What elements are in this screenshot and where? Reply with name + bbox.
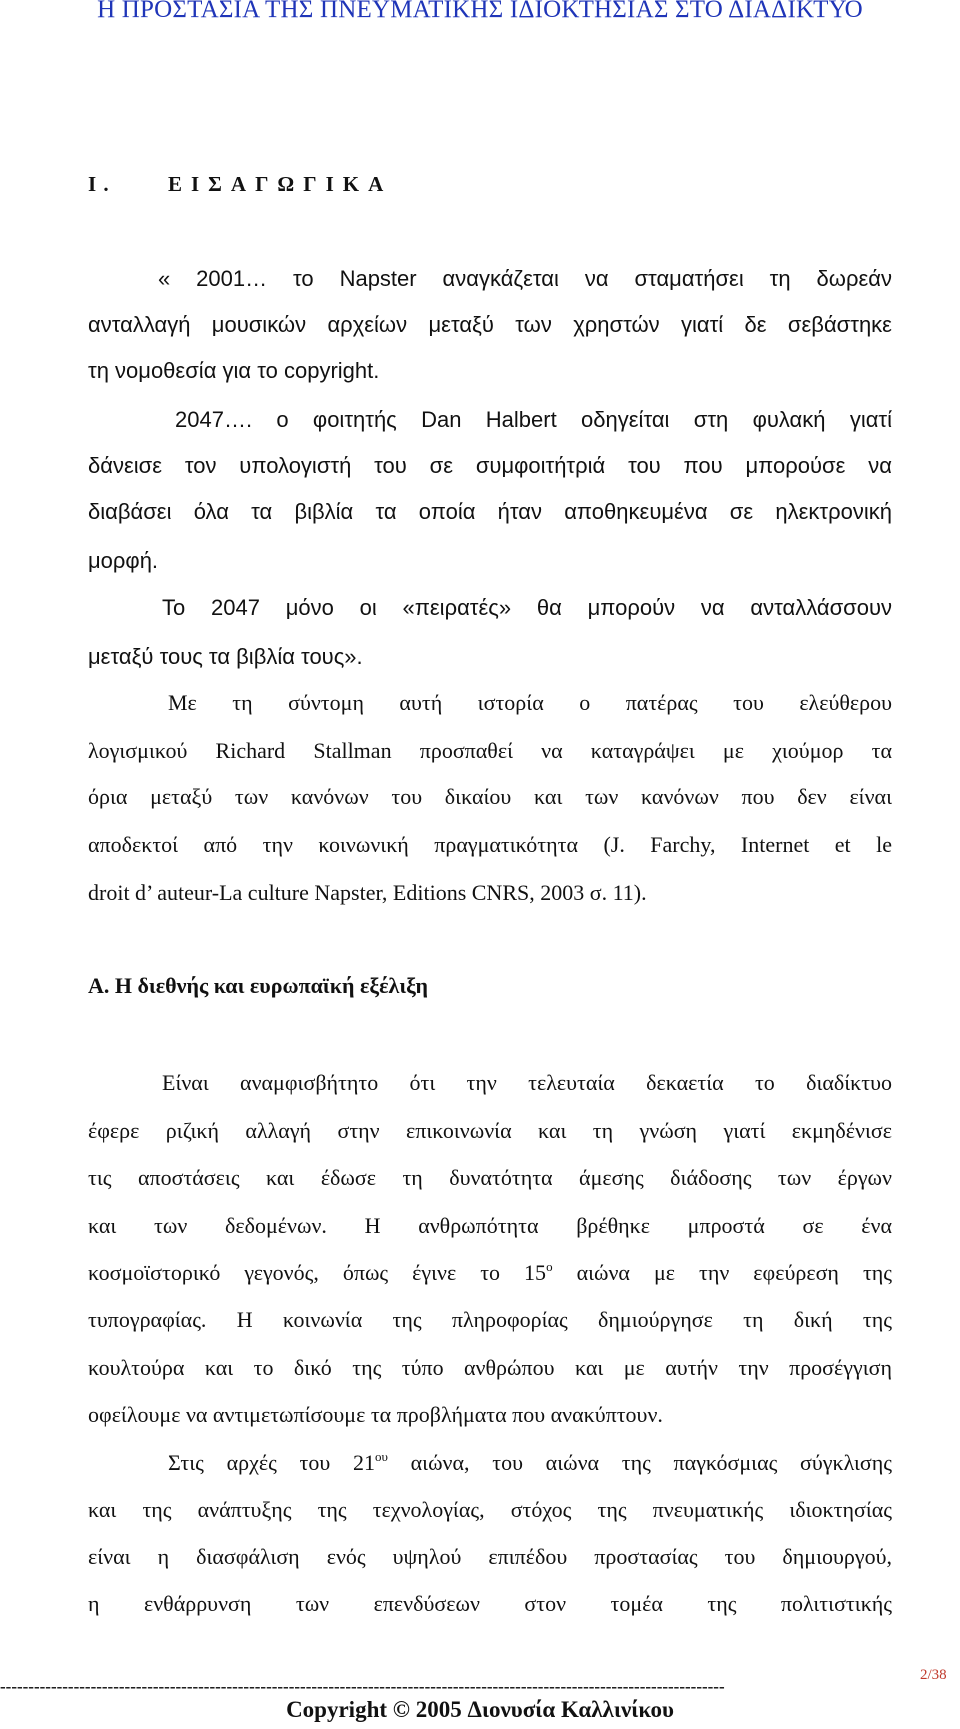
section-heading [88, 172, 392, 197]
paragraph-line: λογισμικού Richard Stallman προσπαθεί να καταγράψει με χιούμορ τα [88, 738, 892, 763]
text-run: αιώνα, του αιώνα της παγκόσμιας σύγκλισης [387, 1450, 892, 1475]
quote-line: « 2001… το Napster αναγκάζεται να σταματήσει τη δωρεάν [158, 266, 892, 291]
paragraph-line: η ενθάρρυνση των επενδύσεων στον τομέα της πολιτιστικής [88, 1591, 892, 1616]
superscript: ου [374, 1449, 388, 1464]
running-header: Η ΠΡΟΣΤΑΣΙΑ ΤΗΣ ΠΝΕΥΜΑΤΙΚΗΣ ΙΔΙΟΚΤΗΣΙΑΣ ΣΤΟ ΔΙΑΔΙΚΤΥΟ [97, 0, 863, 23]
section-title: ΕΙΣΑΓΩΓΙΚΑ [168, 172, 393, 196]
quote-line: μεταξύ τους τα βιβλία τους». [88, 644, 363, 669]
page-number: 2/38 [920, 1667, 947, 1683]
quote-line: τη νομοθεσία για το copyright. [88, 358, 380, 383]
paragraph-line [168, 1449, 892, 1477]
footer-rule: -------------------------------------------------------------------------------------------------------------------------------- [0, 1677, 725, 1696]
paragraph-line: όρια μεταξύ των κανόνων του δικαίου και των κανόνων που δεν είναι [88, 784, 892, 809]
paragraph-line [88, 1259, 892, 1287]
paragraph-line: και των δεδομένων. Η ανθρωπότητα βρέθηκε μπροστά σε ένα [88, 1213, 892, 1238]
section-number: Ι . [88, 172, 110, 196]
paragraph-line: τυπογραφίας. Η κοινωνία της πληροφορίας δημιούργησε τη δική της [88, 1307, 892, 1332]
quote-line: 2047…. ο φοιτητής Dan Halbert οδηγείται στη φυλακή γιατί [175, 407, 892, 432]
quote-line: Το 2047 μόνο οι «πειρατές» θα μπορούν να ανταλλάσσουν [162, 595, 892, 620]
quote-line: μορφή. [88, 548, 159, 573]
paragraph-line: κουλτούρα και το δικό της τύπο ανθρώπου και με αυτήν την προσέγγιση [88, 1355, 892, 1380]
text-run: κοσμοϊστορικό γεγονός, όπως έγινε το 15 [88, 1260, 547, 1285]
paragraph-line: οφείλουμε να αντιμετωπίσουμε τα προβλήματα που ανακύπτουν. [88, 1402, 663, 1427]
paragraph-line: Είναι αναμφισβήτητο ότι την τελευταία δεκαετία το διαδίκτυο [162, 1070, 892, 1095]
paragraph-line: είναι η διασφάλιση ενός υψηλού επιπέδου προστασίας του δημιουργού, [88, 1544, 892, 1569]
subsection-heading: Α. Η διεθνής και ευρωπαϊκή εξέλιξη [88, 973, 428, 998]
paragraph-line: αποδεκτοί από την κοινωνική πραγματικότητα (J. Farchy, Internet et le [88, 832, 892, 857]
copyright-footer: Copyright © 2005 Διονυσία Καλλινίκου [286, 1697, 674, 1722]
superscript: ο [546, 1259, 553, 1274]
paragraph-line: τις αποστάσεις και έδωσε τη δυνατότητα άμεσης διάδοσης των έργων [88, 1165, 892, 1190]
paragraph-line: έφερε ριζική αλλαγή στην επικοινωνία και τη γνώση γιατί εκμηδένισε [88, 1118, 892, 1143]
quote-line: διαβάσει όλα τα βιβλία τα οποία ήταν αποθηκευμένα σε ηλεκτρονική [88, 499, 892, 524]
paragraph-line: droit d’ auteur-La culture Napster, Editions CNRS, 2003 σ. 11). [88, 880, 647, 905]
quote-line: ανταλλαγή μουσικών αρχείων μεταξύ των χρηστών γιατί δε σεβάστηκε [88, 312, 892, 337]
text-run: αιώνα με την εφεύρεση της [552, 1260, 893, 1285]
paragraph-line: και της ανάπτυξης της τεχνολογίας, στόχος της πνευματικής ιδιοκτησίας [88, 1497, 892, 1522]
text-run: Στις αρχές του 21 [168, 1450, 375, 1475]
paragraph-line: Με τη σύντομη αυτή ιστορία ο πατέρας του ελεύθερου [168, 690, 892, 715]
quote-line: δάνεισε τον υπολογιστή του σε συμφοιτήτριά του που μπορούσε να [88, 453, 892, 478]
